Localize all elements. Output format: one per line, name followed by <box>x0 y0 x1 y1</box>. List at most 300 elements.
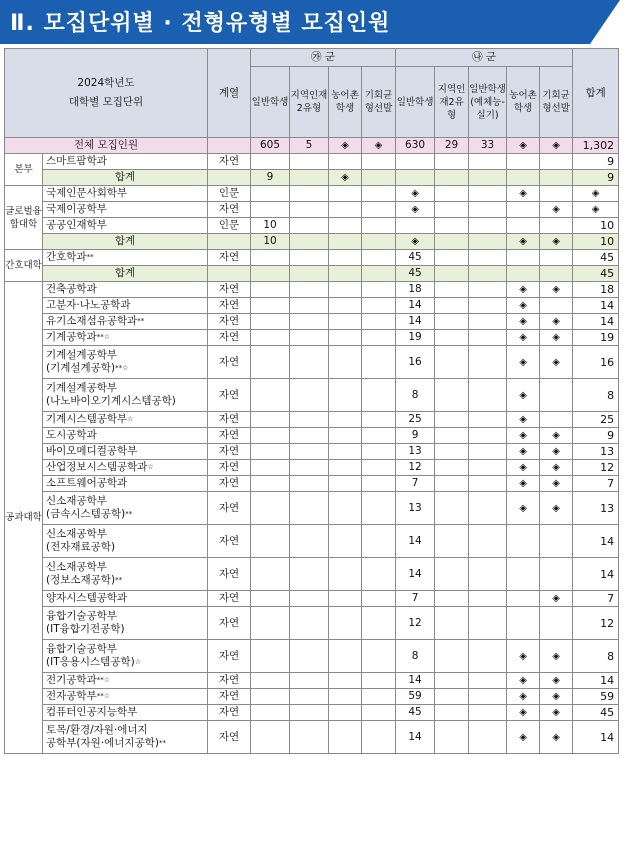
dept-cell <box>251 705 290 721</box>
dept-cell <box>469 330 507 346</box>
dept-cell: 9 <box>573 428 619 444</box>
dept-cell: ◈ <box>540 282 573 298</box>
na-col-header-1: 지역인재2유형 <box>435 67 469 138</box>
dept-name <box>43 689 208 705</box>
dept-cell <box>469 346 507 379</box>
dept-cell <box>362 558 396 591</box>
table-row <box>5 250 619 266</box>
dept-cell <box>469 640 507 673</box>
dept-cell <box>362 330 396 346</box>
dept-cell: 59 <box>396 689 435 705</box>
field-cell: 자연 <box>208 476 251 492</box>
dept-cell <box>435 186 469 202</box>
dept-cell <box>251 250 290 266</box>
table-row <box>5 346 619 379</box>
subtotal-cell <box>435 266 469 282</box>
dept-name <box>43 202 208 218</box>
field-cell: 자연 <box>208 202 251 218</box>
table-row <box>5 379 619 412</box>
overall-cell: 29 <box>435 138 469 154</box>
dept-cell <box>540 250 573 266</box>
table-row <box>5 234 619 250</box>
subtotal-field <box>208 234 251 250</box>
dept-name <box>43 558 208 591</box>
dept-cell <box>396 218 435 234</box>
dept-cell <box>251 282 290 298</box>
dept-cell <box>251 412 290 428</box>
dept-mark: ** <box>115 576 123 584</box>
dept-cell <box>469 444 507 460</box>
field-cell: 자연 <box>208 640 251 673</box>
dept-cell <box>329 186 362 202</box>
dept-cell <box>251 379 290 412</box>
dept-mark: ** <box>137 317 145 325</box>
dept-cell <box>329 154 362 170</box>
dept-cell: ◈ <box>540 460 573 476</box>
dept-cell <box>251 202 290 218</box>
dept-cell: ◈ <box>507 379 540 412</box>
dept-cell: 12 <box>573 607 619 640</box>
subtotal-cell: 10 <box>573 234 619 250</box>
dept-cell <box>362 314 396 330</box>
dept-cell: 13 <box>396 492 435 525</box>
na-col-header-4: 기회균형선발 <box>540 67 573 138</box>
dept-cell <box>435 314 469 330</box>
dept-cell: ◈ <box>507 314 540 330</box>
dept-cell <box>362 689 396 705</box>
dept-cell: 18 <box>573 282 619 298</box>
dept-cell <box>329 705 362 721</box>
dept-cell <box>329 591 362 607</box>
dept-cell: 14 <box>573 314 619 330</box>
dept-label: 건축공학과 <box>46 283 97 295</box>
dept-cell <box>469 673 507 689</box>
dept-cell <box>507 202 540 218</box>
dept-cell: ◈ <box>507 476 540 492</box>
dept-cell <box>507 154 540 170</box>
field-cell: 자연 <box>208 412 251 428</box>
ga-group-header: ㉮ 군 <box>251 49 396 67</box>
dept-cell <box>540 607 573 640</box>
ga-col-header-1: 지역인재2유형 <box>290 67 329 138</box>
dept-cell: 14 <box>396 673 435 689</box>
dept-cell <box>435 640 469 673</box>
dept-cell <box>329 673 362 689</box>
overall-field <box>208 138 251 154</box>
dept-cell: 13 <box>573 492 619 525</box>
subtotal-label: 합계 <box>43 170 208 186</box>
dept-cell <box>251 298 290 314</box>
dept-label: 간호학과 <box>46 251 87 263</box>
dept-cell: ◈ <box>507 428 540 444</box>
dept-cell <box>251 721 290 754</box>
na-col-header-2: 일반학생(예체능-실기) <box>469 67 507 138</box>
subtotal-cell <box>540 170 573 186</box>
dept-mark: ** <box>125 510 133 518</box>
dept-cell <box>362 250 396 266</box>
table-row <box>5 170 619 186</box>
subtotal-cell <box>435 234 469 250</box>
field-cell: 자연 <box>208 282 251 298</box>
dept-cell <box>469 721 507 754</box>
dept-cell: 45 <box>573 250 619 266</box>
subtotal-cell: 9 <box>573 170 619 186</box>
overall-cell: 5 <box>290 138 329 154</box>
dept-label: 스마트팜학과 <box>46 155 107 167</box>
dept-cell <box>290 460 329 476</box>
dept-cell <box>251 673 290 689</box>
page-title: Ⅱ. 모집단위별 · 전형유형별 모집인원 <box>10 11 391 36</box>
dept-cell <box>396 154 435 170</box>
dept-cell <box>362 202 396 218</box>
dept-name <box>43 379 208 412</box>
table-row <box>5 266 619 282</box>
table-row <box>5 330 619 346</box>
dept-label: 기계설계공학부 <box>46 382 118 394</box>
dept-label: 기계시스템공학부 <box>46 413 128 425</box>
subtotal-cell <box>469 266 507 282</box>
dept-cell <box>251 460 290 476</box>
dept-cell <box>507 558 540 591</box>
dept-cell <box>540 379 573 412</box>
dept-cell: 7 <box>573 476 619 492</box>
dept-cell <box>540 218 573 234</box>
dept-label: 융합기술공학부 <box>46 643 118 655</box>
dept-cell: ◈ <box>540 330 573 346</box>
dept-cell: 14 <box>396 558 435 591</box>
dept-cell: ◈ <box>540 314 573 330</box>
overall-cell: 605 <box>251 138 290 154</box>
dept-cell <box>329 444 362 460</box>
table-row <box>5 298 619 314</box>
subtotal-cell: ◈ <box>329 170 362 186</box>
dept-name <box>43 444 208 460</box>
overall-cell: 630 <box>396 138 435 154</box>
dept-cell: ◈ <box>507 492 540 525</box>
dept-cell <box>469 186 507 202</box>
dept-cell <box>362 525 396 558</box>
subtotal-cell <box>507 170 540 186</box>
dept-cell: 19 <box>396 330 435 346</box>
table-row <box>5 640 619 673</box>
unit-header <box>5 49 208 138</box>
table-row <box>5 705 619 721</box>
dept-cell <box>435 476 469 492</box>
table-row <box>5 202 619 218</box>
dept-cell <box>435 282 469 298</box>
dept-cell <box>290 721 329 754</box>
dept-cell <box>290 705 329 721</box>
subtotal-label: 합계 <box>43 234 208 250</box>
dept-cell <box>251 591 290 607</box>
subtotal-cell <box>290 170 329 186</box>
subtotal-cell <box>435 170 469 186</box>
dept-cell <box>251 525 290 558</box>
dept-sublabel: (IT응용시스템공학) <box>46 656 135 668</box>
subtotal-label: 합계 <box>43 266 208 282</box>
dept-label: 양자시스템공학과 <box>46 592 128 604</box>
dept-name <box>43 476 208 492</box>
dept-cell <box>507 607 540 640</box>
dept-cell <box>362 444 396 460</box>
dept-cell <box>329 298 362 314</box>
field-cell: 자연 <box>208 558 251 591</box>
dept-cell <box>290 444 329 460</box>
overall-cell: 33 <box>469 138 507 154</box>
dept-cell: ◈ <box>540 705 573 721</box>
college-name: 본부 <box>5 154 43 186</box>
dept-name <box>43 607 208 640</box>
dept-cell <box>251 492 290 525</box>
dept-cell: 8 <box>573 379 619 412</box>
dept-name <box>43 591 208 607</box>
dept-name <box>43 154 208 170</box>
dept-cell <box>469 250 507 266</box>
field-header: 계열 <box>208 49 251 138</box>
dept-cell <box>435 558 469 591</box>
table-row <box>5 591 619 607</box>
field-cell: 자연 <box>208 525 251 558</box>
table-row <box>5 314 619 330</box>
dept-name <box>43 250 208 266</box>
dept-name <box>43 673 208 689</box>
dept-cell <box>469 379 507 412</box>
dept-name <box>43 186 208 202</box>
dept-cell <box>251 607 290 640</box>
dept-cell <box>507 218 540 234</box>
dept-cell <box>251 186 290 202</box>
field-cell: 자연 <box>208 250 251 266</box>
dept-label: 컴퓨터인공지능학부 <box>46 706 138 718</box>
dept-cell: 14 <box>573 558 619 591</box>
dept-cell: ◈ <box>540 673 573 689</box>
dept-cell: ◈ <box>507 673 540 689</box>
dept-cell <box>540 186 573 202</box>
dept-cell <box>435 250 469 266</box>
dept-cell <box>435 444 469 460</box>
dept-cell <box>251 476 290 492</box>
dept-cell <box>362 379 396 412</box>
overall-cell: 1,302 <box>573 138 619 154</box>
dept-cell <box>362 186 396 202</box>
dept-cell <box>435 460 469 476</box>
dept-label: 융합기술공학부 <box>46 610 118 622</box>
dept-cell: ◈ <box>507 689 540 705</box>
dept-cell <box>329 346 362 379</box>
dept-name <box>43 525 208 558</box>
dept-cell: 14 <box>573 673 619 689</box>
table-row <box>5 412 619 428</box>
dept-cell <box>251 428 290 444</box>
dept-cell <box>435 379 469 412</box>
dept-cell <box>362 492 396 525</box>
dept-cell: ◈ <box>573 202 619 218</box>
field-cell: 자연 <box>208 460 251 476</box>
subtotal-cell: 45 <box>396 266 435 282</box>
dept-cell <box>362 705 396 721</box>
dept-mark: ** <box>86 253 94 261</box>
dept-cell <box>290 591 329 607</box>
dept-cell <box>540 525 573 558</box>
dept-cell <box>329 314 362 330</box>
dept-cell <box>362 154 396 170</box>
field-cell: 자연 <box>208 330 251 346</box>
dept-cell <box>362 412 396 428</box>
dept-cell <box>435 330 469 346</box>
dept-cell <box>362 460 396 476</box>
table-row <box>5 154 619 170</box>
dept-cell: 25 <box>573 412 619 428</box>
dept-cell: 14 <box>573 721 619 754</box>
dept-cell: 9 <box>396 428 435 444</box>
dept-cell <box>435 673 469 689</box>
dept-cell <box>329 218 362 234</box>
recruitment-table <box>4 48 619 754</box>
dept-cell <box>329 428 362 444</box>
dept-name <box>43 721 208 754</box>
dept-cell <box>290 412 329 428</box>
field-cell: 자연 <box>208 591 251 607</box>
field-cell: 자연 <box>208 492 251 525</box>
dept-cell <box>362 476 396 492</box>
dept-cell <box>329 689 362 705</box>
dept-cell: 14 <box>396 721 435 754</box>
dept-cell <box>251 314 290 330</box>
dept-cell <box>469 492 507 525</box>
dept-cell <box>290 492 329 525</box>
overall-cell: ◈ <box>507 138 540 154</box>
dept-cell: ◈ <box>507 346 540 379</box>
dept-cell <box>329 525 362 558</box>
dept-cell <box>362 346 396 379</box>
field-cell: 자연 <box>208 314 251 330</box>
dept-cell <box>251 444 290 460</box>
dept-cell <box>329 250 362 266</box>
dept-cell <box>469 705 507 721</box>
dept-cell <box>329 379 362 412</box>
dept-cell: 16 <box>573 346 619 379</box>
dept-label: 국제인문사회학부 <box>46 187 128 199</box>
subtotal-cell <box>507 266 540 282</box>
dept-cell <box>290 558 329 591</box>
overall-cell: ◈ <box>329 138 362 154</box>
dept-cell: 14 <box>396 298 435 314</box>
dept-cell <box>540 558 573 591</box>
dept-label: 전기공학과 <box>46 674 97 686</box>
field-cell: 인문 <box>208 186 251 202</box>
dept-cell <box>362 428 396 444</box>
dept-cell <box>290 298 329 314</box>
field-cell: 자연 <box>208 428 251 444</box>
subtotal-cell: 10 <box>251 234 290 250</box>
dept-cell: 12 <box>396 460 435 476</box>
subtotal-cell: ◈ <box>540 234 573 250</box>
dept-sublabel: (기계설계공학) <box>46 362 116 374</box>
dept-cell <box>469 428 507 444</box>
dept-cell: 18 <box>396 282 435 298</box>
subtotal-cell <box>329 266 362 282</box>
table-row <box>5 607 619 640</box>
dept-cell <box>329 558 362 591</box>
dept-cell <box>290 282 329 298</box>
dept-cell <box>290 186 329 202</box>
dept-cell: ◈ <box>507 444 540 460</box>
dept-mark: ☆ <box>127 415 134 423</box>
dept-name <box>43 412 208 428</box>
dept-cell: 9 <box>573 154 619 170</box>
dept-cell: 45 <box>573 705 619 721</box>
dept-label: 국제이공학부 <box>46 203 107 215</box>
dept-cell <box>290 202 329 218</box>
dept-cell <box>362 218 396 234</box>
dept-cell: 14 <box>396 525 435 558</box>
dept-label: 신소재공학부 <box>46 528 107 540</box>
subtotal-cell <box>362 266 396 282</box>
dept-cell: ◈ <box>507 721 540 754</box>
dept-cell <box>290 607 329 640</box>
table-row <box>5 476 619 492</box>
dept-label: 도시공학과 <box>46 429 97 441</box>
dept-cell <box>290 640 329 673</box>
dept-label: 산업정보시스템공학과 <box>46 461 148 473</box>
subtotal-cell <box>362 234 396 250</box>
table-row <box>5 492 619 525</box>
total-header: 합계 <box>573 49 619 138</box>
dept-cell <box>290 525 329 558</box>
dept-cell <box>251 330 290 346</box>
dept-name <box>43 218 208 234</box>
dept-cell: ◈ <box>540 428 573 444</box>
dept-label: 공공인재학부 <box>46 219 107 231</box>
dept-label: 소프트웨어공학과 <box>46 477 128 489</box>
college-name: 간호대학 <box>5 250 43 282</box>
subtotal-field <box>208 170 251 186</box>
dept-name <box>43 492 208 525</box>
dept-cell <box>469 591 507 607</box>
dept-cell <box>251 689 290 705</box>
subtotal-cell <box>251 266 290 282</box>
dept-name <box>43 705 208 721</box>
dept-mark: **☆ <box>115 364 129 372</box>
field-cell: 자연 <box>208 607 251 640</box>
dept-label: 기계설계공학부 <box>46 349 118 361</box>
dept-cell <box>290 218 329 234</box>
dept-cell: ◈ <box>540 444 573 460</box>
dept-sublabel: 공학부(자원·에너지공학) <box>46 737 159 749</box>
dept-cell <box>329 607 362 640</box>
dept-cell: ◈ <box>540 346 573 379</box>
dept-cell: ◈ <box>396 186 435 202</box>
dept-cell <box>251 558 290 591</box>
dept-cell <box>469 607 507 640</box>
subtotal-cell: ◈ <box>396 234 435 250</box>
dept-cell: 14 <box>573 525 619 558</box>
college-name: 글로벌융합대학 <box>5 186 43 250</box>
dept-cell: 25 <box>396 412 435 428</box>
dept-cell <box>435 607 469 640</box>
table-row <box>5 186 619 202</box>
dept-cell <box>290 689 329 705</box>
dept-cell: ◈ <box>507 186 540 202</box>
field-cell: 자연 <box>208 298 251 314</box>
dept-cell <box>362 721 396 754</box>
table-row <box>5 444 619 460</box>
overall-label: 전체 모집인원 <box>5 138 208 154</box>
dept-cell: 7 <box>573 591 619 607</box>
dept-cell <box>290 476 329 492</box>
dept-cell <box>290 154 329 170</box>
dept-name <box>43 640 208 673</box>
